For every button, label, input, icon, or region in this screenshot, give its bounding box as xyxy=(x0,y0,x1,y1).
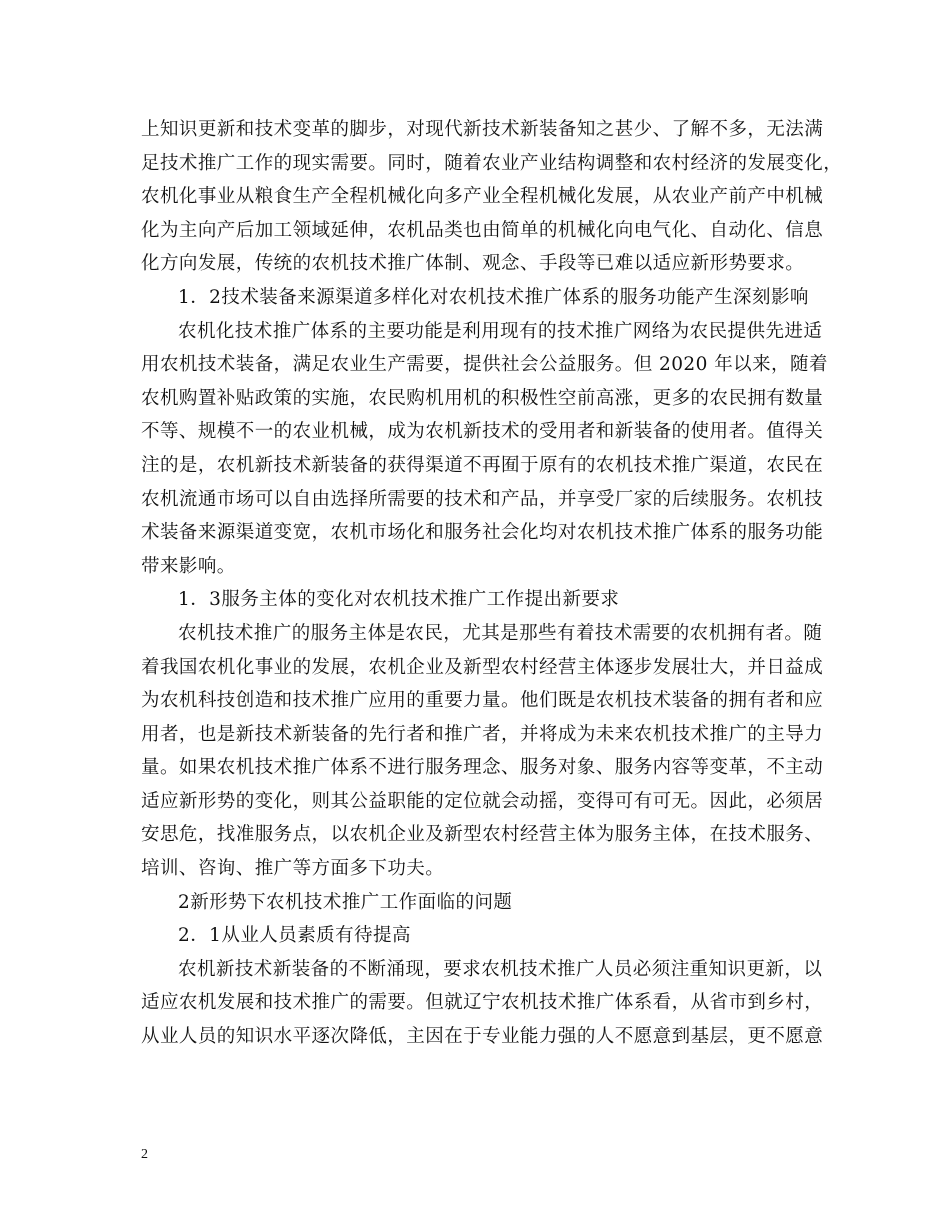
text-line: 培训、咨询、推广等方面多下功夫。 xyxy=(141,858,445,880)
text-line: 用者，也是新技术新装备的先行者和推广者，并将成为未来农机技术推广的主导力 xyxy=(141,723,824,745)
text-line: 农机化技术推广体系的主要功能是利用现有的技术推广网络为农民提供先进适 xyxy=(178,320,823,342)
text-line: 量。如果农机技术推广体系不进行服务理念、服务对象、服务内容等变革，不主动 xyxy=(141,757,824,779)
text-line: 为农机科技创造和技术推广应用的重要力量。他们既是农机技术装备的拥有者和应 xyxy=(141,690,824,712)
section-heading: 2新形势下农机技术推广工作面临的问题 xyxy=(178,891,513,913)
text-line: 上知识更新和技术变革的脚步，对现代新技术新装备知之甚少、了解不多，无法满 xyxy=(141,119,824,140)
text-line: 不等、规模不一的农业机械，成为农机新技术的受用者和新装备的使用者。值得关 xyxy=(141,421,824,443)
text-line: 农机购置补贴政策的实施，农民购机用机的积极性空前高涨，更多的农民拥有数量 xyxy=(141,387,824,409)
text-line: 适应农机发展和技术推广的需要。但就辽宁农机技术推广体系看，从省市到乡村， xyxy=(141,992,824,1014)
text-line: 安思危，找准服务点，以农机企业及新型农村经营主体为服务主体，在技术服务、 xyxy=(141,824,824,846)
text-line: 农机新技术新装备的不断涌现，要求农机技术推广人员必须注重知识更新，以 xyxy=(178,958,823,980)
section-heading: 2．1从业人员素质有待提高 xyxy=(178,925,411,947)
text-line: 足技术推广工作的现实需要。同时，随着农业产业结构调整和农村经济的发展变化， xyxy=(141,152,843,174)
text-line: 化方向发展，传统的农机技术推广体制、观念、手段等已难以适应新形势要求。 xyxy=(141,253,805,275)
section-heading: 1．2技术装备来源渠道多样化对农机技术推广体系的服务功能产生深刻影响 xyxy=(178,286,809,308)
text-line: 注的是，农机新技术新装备的获得渠道不再囿于原有的农机技术推广渠道，农民在 xyxy=(141,454,824,476)
text-line: 带来影响。 xyxy=(141,555,236,577)
section-heading: 1．3服务主体的变化对农机技术推广工作提出新要求 xyxy=(178,589,620,611)
text-line: 从业人员的知识水平逐次降低，主因在于专业能力强的人不愿意到基层，更不愿意 xyxy=(141,1026,824,1048)
text-line: 农机化事业从粮食生产全程机械化向多产业全程机械化发展，从农业产前产中机械 xyxy=(141,186,824,208)
page-number: 2 xyxy=(141,1147,148,1162)
body-text xyxy=(141,113,843,1054)
text-line: 着我国农机化事业的发展，农机企业及新型农村经营主体逐步发展壮大，并日益成 xyxy=(141,656,824,678)
document-body xyxy=(141,113,843,1054)
text-line: 化为主向产后加工领域延伸，农机品类也由简单的机械化向电气化、自动化、信息 xyxy=(141,219,824,241)
text-line: 农机流通市场可以自由选择所需要的技术和产品，并享受厂家的后续服务。农机技 xyxy=(141,488,824,510)
text-line: 术装备来源渠道变宽，农机市场化和服务社会化均对农机技术推广体系的服务功能 xyxy=(141,522,824,544)
text-line: 用农机技术装备，满足农业生产需要，提供社会公益服务。但 2020 年以来，随着 xyxy=(141,354,828,376)
text-line: 适应新形势的变化，则其公益职能的定位就会动摇，变得可有可无。因此，必须居 xyxy=(141,790,824,812)
text-line: 农机技术推广的服务主体是农民，尤其是那些有着技术需要的农机拥有者。随 xyxy=(178,622,823,644)
